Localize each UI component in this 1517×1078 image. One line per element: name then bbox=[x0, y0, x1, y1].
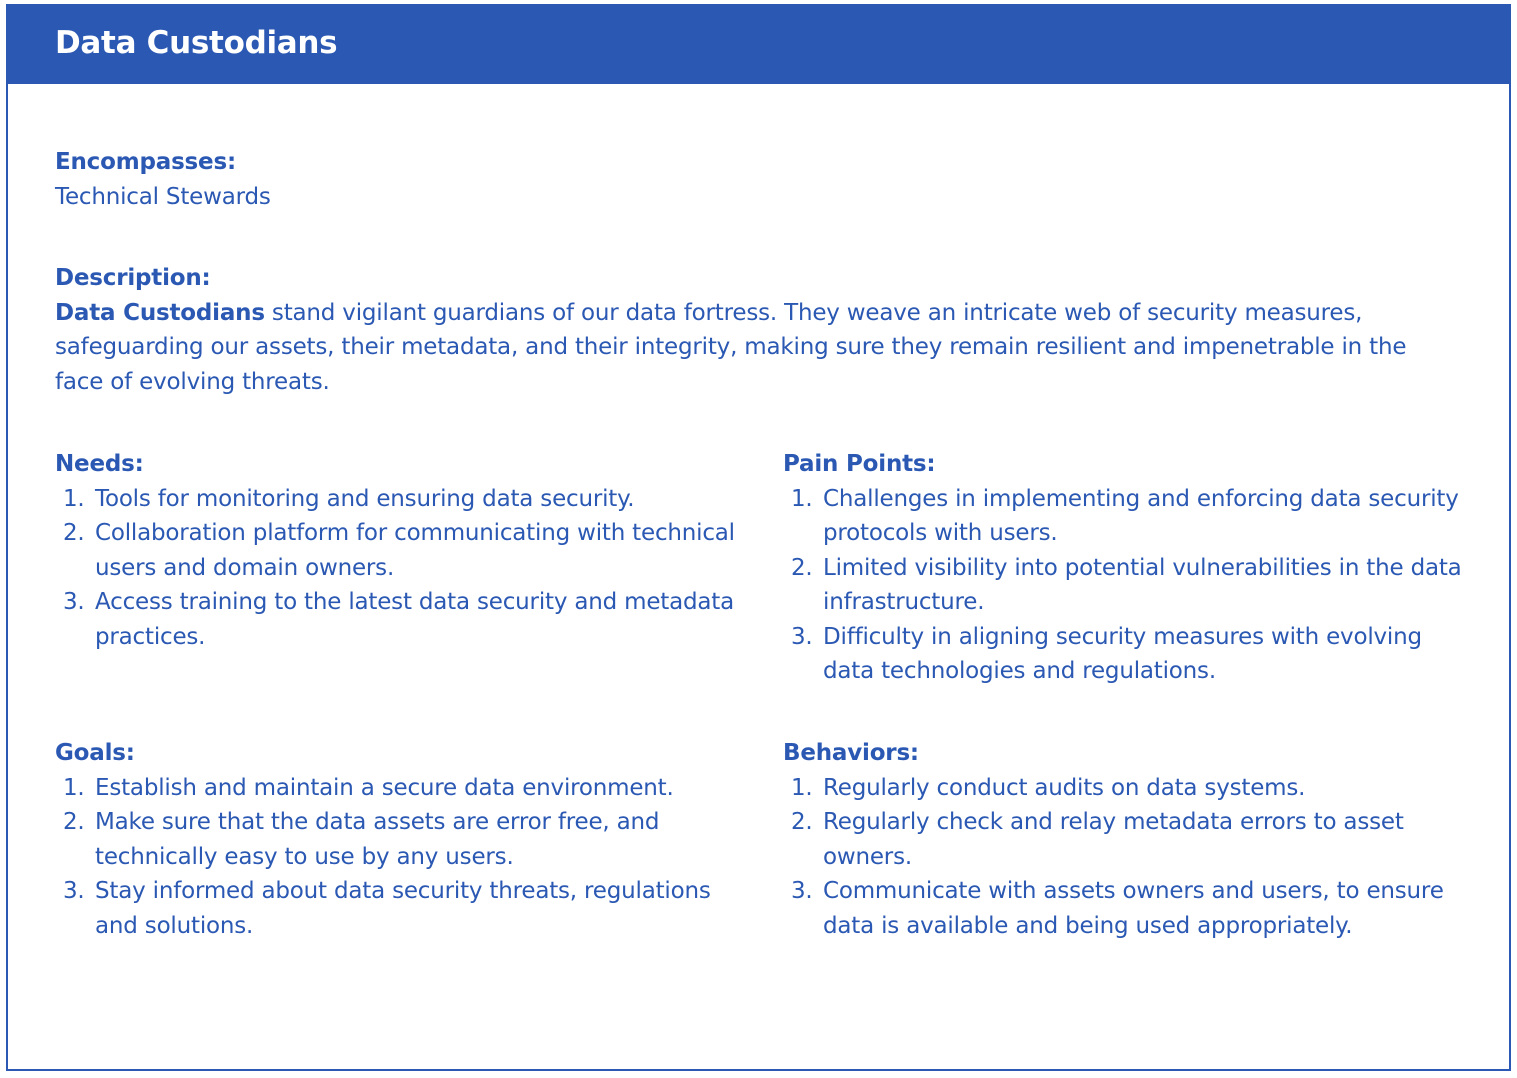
list-number: 2. bbox=[63, 809, 85, 835]
list-item bbox=[783, 482, 1463, 551]
description-lead: Data Custodians bbox=[55, 299, 265, 326]
list-item-text: Stay informed about data security threats, regulations and solutions. bbox=[95, 878, 711, 939]
list-item-text: Tools for monitoring and ensuring data security. bbox=[95, 485, 635, 512]
persona-card bbox=[6, 4, 1511, 1071]
list-number: 2. bbox=[63, 520, 85, 546]
list-item-text: Access training to the latest data security and metadata practices. bbox=[95, 589, 734, 650]
list-item-text: Difficulty in aligning security measures with evolving data technologies and regulations. bbox=[823, 623, 1422, 684]
list-item-text: Establish and maintain a secure data environment. bbox=[95, 774, 674, 801]
list-item-text: Regularly conduct audits on data systems. bbox=[823, 774, 1306, 801]
list-item bbox=[783, 620, 1463, 689]
list-item bbox=[783, 551, 1463, 620]
description-section bbox=[55, 261, 1435, 399]
card-header bbox=[8, 6, 1509, 84]
behaviors-list bbox=[783, 771, 1463, 944]
goals-label: Goals: bbox=[55, 740, 135, 766]
goals-section bbox=[55, 736, 735, 943]
list-item-text: Challenges in implementing and enforcing data security protocols with users. bbox=[823, 485, 1459, 546]
list-number: 2. bbox=[791, 809, 813, 835]
list-number: 3. bbox=[63, 878, 85, 904]
list-number: 3. bbox=[791, 623, 813, 650]
list-item bbox=[783, 805, 1463, 874]
list-number: 3. bbox=[791, 878, 813, 904]
pain-points-label: Pain Points: bbox=[783, 451, 936, 477]
list-item-text: Regularly check and relay metadata errors to asset owners. bbox=[823, 809, 1404, 870]
list-item-text: Collaboration platform for communicating with technical users and domain owners. bbox=[95, 520, 735, 581]
encompasses-value: Technical Stewards bbox=[55, 183, 271, 210]
list-item bbox=[55, 874, 735, 943]
list-item bbox=[55, 805, 735, 874]
list-number: 1. bbox=[63, 485, 85, 512]
needs-section bbox=[55, 447, 735, 654]
behaviors-section bbox=[783, 736, 1463, 943]
encompasses-section bbox=[55, 145, 271, 214]
list-number: 3. bbox=[63, 589, 85, 615]
list-number: 2. bbox=[791, 554, 813, 581]
behaviors-label: Behaviors: bbox=[783, 740, 919, 766]
description-label: Description: bbox=[55, 265, 211, 291]
list-number: 1. bbox=[791, 774, 813, 801]
list-item-text: Communicate with assets owners and users, to ensure data is available and being used appropriately. bbox=[823, 878, 1444, 939]
list-item bbox=[783, 874, 1463, 943]
list-number: 1. bbox=[791, 485, 813, 512]
pain-points-section bbox=[783, 447, 1463, 689]
needs-label: Needs: bbox=[55, 451, 144, 477]
needs-list bbox=[55, 482, 735, 655]
list-item-text: Make sure that the data assets are error free, and technically easy to use by any users. bbox=[95, 809, 660, 870]
card-title: Data Custodians bbox=[55, 25, 338, 61]
list-number: 1. bbox=[63, 774, 85, 801]
list-item bbox=[55, 771, 735, 806]
list-item bbox=[55, 482, 735, 517]
list-item bbox=[55, 516, 735, 585]
list-item-text: Limited visibility into potential vulnerabilities in the data infrastructure. bbox=[823, 554, 1462, 615]
list-item bbox=[55, 585, 735, 654]
goals-list bbox=[55, 771, 735, 944]
list-item bbox=[783, 771, 1463, 806]
pain-points-list bbox=[783, 482, 1463, 689]
encompasses-label: Encompasses: bbox=[55, 149, 236, 175]
description-text: stand vigilant guardians of our data fortress. They weave an intricate web of security measures, safeguarding our assets, their metadata, and their integrity, making sure they remain resilient and impenetrable in the face of evolving threats. bbox=[55, 299, 1407, 395]
